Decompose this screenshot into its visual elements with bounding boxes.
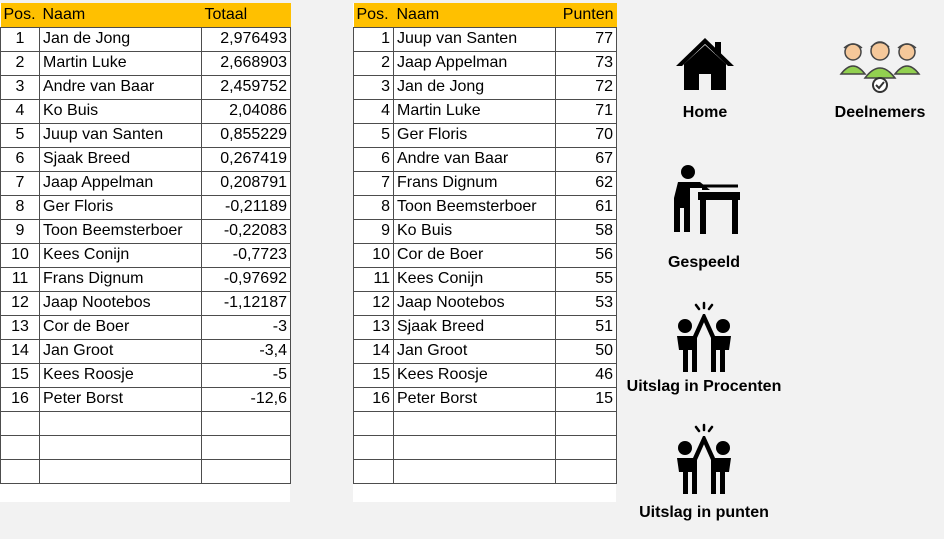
pos-cell[interactable]	[1, 411, 40, 435]
uitslag-procenten-label: Uitslag in Procenten	[626, 378, 782, 395]
home-label: Home	[682, 104, 728, 121]
uitslag-punten-label: Uitslag in punten	[639, 504, 769, 521]
pos-cell[interactable]: 8	[354, 195, 394, 219]
naam-cell[interactable]: Peter Borst	[40, 387, 202, 411]
pos-cell[interactable]: 12	[354, 291, 394, 315]
naam-cell[interactable]	[394, 435, 556, 459]
naam-cell[interactable]	[394, 411, 556, 435]
naam-cell[interactable]: Juup van Santen	[40, 123, 202, 147]
value-cell[interactable]: 70	[556, 123, 617, 147]
pos-cell[interactable]: 4	[1, 99, 40, 123]
billiards-player-icon	[664, 162, 744, 236]
value-cell[interactable]: 0,267419	[202, 147, 291, 171]
naam-cell[interactable]: Juup van Santen	[394, 27, 556, 51]
naam-cell[interactable]: Cor de Boer	[40, 315, 202, 339]
table-row	[1, 243, 291, 267]
pos-cell[interactable]: 6	[354, 147, 394, 171]
value-cell[interactable]: -0,7723	[202, 243, 291, 267]
deelnemers-label: Deelnemers	[834, 104, 926, 121]
value-cell[interactable]: 55	[556, 267, 617, 291]
pos-cell[interactable]: 13	[1, 315, 40, 339]
naam-cell[interactable]: Jan de Jong	[40, 27, 202, 51]
table-row	[354, 195, 617, 219]
pos-cell[interactable]: 8	[1, 195, 40, 219]
table-row	[354, 147, 617, 171]
naam-cell[interactable]: Peter Borst	[394, 387, 556, 411]
value-cell[interactable]: -5	[202, 363, 291, 387]
header-totaal: Totaal	[202, 3, 291, 27]
pos-cell[interactable]: 5	[354, 123, 394, 147]
value-cell[interactable]: 62	[556, 171, 617, 195]
table-row	[354, 219, 617, 243]
naam-cell[interactable]: Sjaak Breed	[394, 315, 556, 339]
table-row	[1, 195, 291, 219]
naam-cell[interactable]: Ko Buis	[40, 99, 202, 123]
table-row	[354, 387, 617, 411]
value-cell[interactable]	[202, 459, 291, 483]
pos-cell[interactable]: 2	[1, 51, 40, 75]
table-row	[354, 363, 617, 387]
naam-cell[interactable]: Kees Roosje	[40, 363, 202, 387]
naam-cell[interactable]: Jaap Nootebos	[40, 291, 202, 315]
naam-cell[interactable]: Martin Luke	[40, 51, 202, 75]
value-cell[interactable]	[556, 411, 617, 435]
value-cell[interactable]: -0,21189	[202, 195, 291, 219]
pos-cell[interactable]: 16	[1, 387, 40, 411]
value-cell[interactable]: -1,12187	[202, 291, 291, 315]
table-row	[1, 291, 291, 315]
pos-cell[interactable]: 6	[1, 147, 40, 171]
value-cell[interactable]	[202, 435, 291, 459]
naam-cell[interactable]	[40, 411, 202, 435]
table-row	[1, 267, 291, 291]
value-cell[interactable]: 71	[556, 99, 617, 123]
table-row	[1, 363, 291, 387]
naam-cell[interactable]: Martin Luke	[394, 99, 556, 123]
naam-cell[interactable]: Cor de Boer	[394, 243, 556, 267]
table-row	[1, 27, 291, 51]
value-cell[interactable]: 2,668903	[202, 51, 291, 75]
naam-cell[interactable]	[40, 435, 202, 459]
value-cell[interactable]: 2,04086	[202, 99, 291, 123]
table-row	[354, 171, 617, 195]
naam-cell[interactable]: Jaap Appelman	[394, 51, 556, 75]
pos-cell[interactable]: 11	[1, 267, 40, 291]
pos-cell[interactable]: 9	[1, 219, 40, 243]
value-cell[interactable]: -0,97692	[202, 267, 291, 291]
naam-cell[interactable]: Ger Floris	[394, 123, 556, 147]
naam-cell[interactable]: Kees Conijn	[394, 267, 556, 291]
naam-cell[interactable]: Andre van Baar	[40, 75, 202, 99]
table-row	[1, 459, 291, 483]
value-cell[interactable]: 51	[556, 315, 617, 339]
naam-cell[interactable]: Jan de Jong	[394, 75, 556, 99]
ranking-totaal-table	[0, 3, 291, 484]
table-row	[354, 99, 617, 123]
value-cell[interactable]: 73	[556, 51, 617, 75]
table-row	[1, 435, 291, 459]
pos-cell[interactable]: 1	[354, 27, 394, 51]
pos-cell[interactable]: 7	[354, 171, 394, 195]
naam-cell[interactable]: Jan Groot	[394, 339, 556, 363]
naam-cell[interactable]	[394, 459, 556, 483]
value-cell[interactable]: 2,459752	[202, 75, 291, 99]
pos-cell[interactable]: 16	[354, 387, 394, 411]
value-cell[interactable]	[202, 411, 291, 435]
pos-cell[interactable]	[1, 435, 40, 459]
value-cell[interactable]: -0,22083	[202, 219, 291, 243]
table-row	[354, 435, 617, 459]
table-row	[354, 267, 617, 291]
header-punten: Punten	[556, 3, 617, 27]
table-row	[1, 123, 291, 147]
table-row	[354, 315, 617, 339]
table-row	[1, 147, 291, 171]
table-row	[1, 411, 291, 435]
gespeeld-button[interactable]	[654, 162, 754, 272]
table-row	[354, 51, 617, 75]
table-row	[1, 339, 291, 363]
value-cell[interactable]: -3	[202, 315, 291, 339]
naam-cell[interactable]: Toon Beemsterboer	[394, 195, 556, 219]
table-row	[354, 411, 617, 435]
naam-cell[interactable]: Jaap Nootebos	[394, 291, 556, 315]
value-cell[interactable]: 2,976493	[202, 27, 291, 51]
table-header-row	[1, 3, 291, 27]
pos-cell[interactable]: 15	[354, 363, 394, 387]
naam-cell[interactable]: Ger Floris	[40, 195, 202, 219]
pos-cell[interactable]: 4	[354, 99, 394, 123]
header-pos: Pos.	[354, 3, 394, 27]
naam-cell[interactable]: Andre van Baar	[394, 147, 556, 171]
value-cell[interactable]: -12,6	[202, 387, 291, 411]
naam-cell[interactable]: Toon Beemsterboer	[40, 219, 202, 243]
table-row	[354, 459, 617, 483]
value-cell[interactable]: 67	[556, 147, 617, 171]
naam-cell[interactable]: Kees Conijn	[40, 243, 202, 267]
value-cell[interactable]: 50	[556, 339, 617, 363]
pos-cell[interactable]: 3	[354, 75, 394, 99]
naam-cell[interactable]: Kees Roosje	[394, 363, 556, 387]
pos-cell[interactable]: 2	[354, 51, 394, 75]
header-pos: Pos.	[1, 3, 40, 27]
pos-cell[interactable]	[354, 459, 394, 483]
high-five-icon	[669, 422, 739, 494]
pos-cell[interactable]: 12	[1, 291, 40, 315]
value-cell[interactable]: 0,855229	[202, 123, 291, 147]
house-icon	[674, 36, 736, 92]
value-cell[interactable]: 77	[556, 27, 617, 51]
value-cell[interactable]	[556, 435, 617, 459]
table-row	[1, 51, 291, 75]
table-row	[354, 123, 617, 147]
header-naam: Naam	[394, 3, 556, 27]
table-row	[354, 339, 617, 363]
value-cell[interactable]: 0,208791	[202, 171, 291, 195]
pos-cell[interactable]: 14	[354, 339, 394, 363]
table-row	[1, 99, 291, 123]
naam-cell[interactable]: Jan Groot	[40, 339, 202, 363]
pos-cell[interactable]: 10	[354, 243, 394, 267]
table-row	[1, 219, 291, 243]
table-row	[1, 171, 291, 195]
naam-cell[interactable]: Ko Buis	[394, 219, 556, 243]
value-cell[interactable]	[556, 459, 617, 483]
high-five-icon	[669, 300, 739, 372]
pos-cell[interactable]: 14	[1, 339, 40, 363]
naam-cell[interactable]: Sjaak Breed	[40, 147, 202, 171]
value-cell[interactable]: 56	[556, 243, 617, 267]
value-cell[interactable]: 72	[556, 75, 617, 99]
pos-cell[interactable]	[354, 411, 394, 435]
header-naam: Naam	[40, 3, 202, 27]
value-cell[interactable]: 15	[556, 387, 617, 411]
pos-cell[interactable]: 13	[354, 315, 394, 339]
value-cell[interactable]: 46	[556, 363, 617, 387]
pos-cell[interactable]	[354, 435, 394, 459]
home-button[interactable]	[663, 36, 747, 122]
naam-cell[interactable]: Frans Dignum	[40, 267, 202, 291]
pos-cell[interactable]: 15	[1, 363, 40, 387]
table-row	[354, 243, 617, 267]
pos-cell[interactable]: 7	[1, 171, 40, 195]
value-cell[interactable]: -3,4	[202, 339, 291, 363]
table-row	[1, 75, 291, 99]
pos-cell[interactable]: 11	[354, 267, 394, 291]
pos-cell[interactable]: 9	[354, 219, 394, 243]
pos-cell[interactable]: 5	[1, 123, 40, 147]
uitslag-punten-button[interactable]	[628, 422, 780, 522]
table-row	[354, 75, 617, 99]
group-icon	[839, 38, 921, 94]
ranking-punten-table	[353, 3, 617, 484]
deelnemers-button[interactable]	[826, 38, 934, 122]
value-cell[interactable]: 58	[556, 219, 617, 243]
pos-cell[interactable]: 3	[1, 75, 40, 99]
table-header-row	[354, 3, 617, 27]
naam-cell[interactable]: Frans Dignum	[394, 171, 556, 195]
gespeeld-label: Gespeeld	[667, 254, 741, 271]
value-cell[interactable]: 53	[556, 291, 617, 315]
naam-cell[interactable]: Jaap Appelman	[40, 171, 202, 195]
uitslag-procenten-button[interactable]	[618, 300, 790, 396]
pos-cell[interactable]: 1	[1, 27, 40, 51]
value-cell[interactable]: 61	[556, 195, 617, 219]
table-row	[354, 291, 617, 315]
pos-cell[interactable]: 10	[1, 243, 40, 267]
pos-cell[interactable]	[1, 459, 40, 483]
table-row	[1, 387, 291, 411]
table-row	[1, 315, 291, 339]
table-row	[354, 27, 617, 51]
naam-cell[interactable]	[40, 459, 202, 483]
